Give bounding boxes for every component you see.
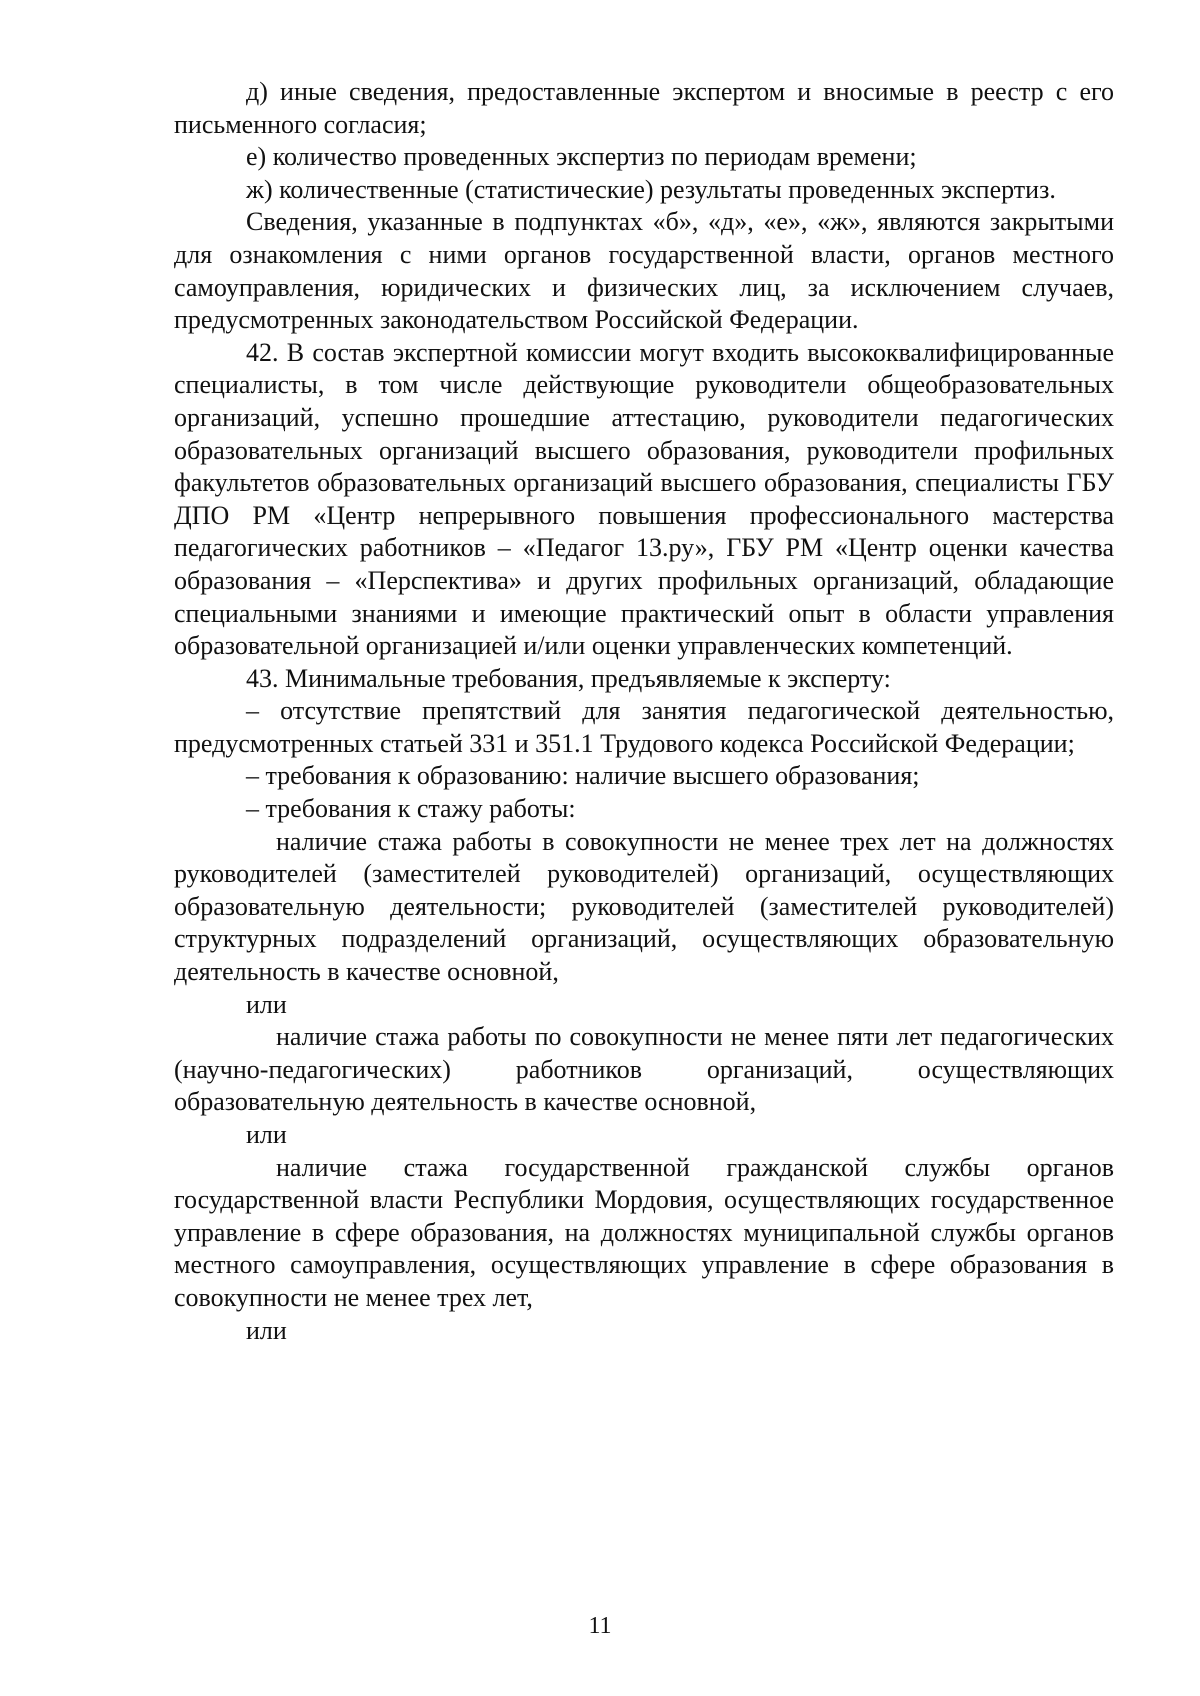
paragraph-req-no-obstacles: – отсутствие препятствий для занятия педагогической деятельностью, предусмотренных статьей 331 и 351.1 Трудового кодекса Российской Федерации; (174, 696, 1114, 758)
paragraph-req-experience: – требования к стажу работы: (246, 794, 576, 824)
paragraph-clause-42: 42. В состав экспертной комиссии могут входить высококвалифицированные специалисты, в том числе действующие руководители общеобразовательных организаций, успешно прошедшие аттестацию, руководители педагогических образовательных организаций высшего образования, руководители профильных факультетов образовательных организаций высшего образования, специалисты ГБУ ДПО РМ «Центр непрерывного повышения профессионального мастерства педагогических работников – «Педагог 13.ру», ГБУ РМ «Центр оценки качества образования – «Перспектива» и других профильных организаций, обладающие специальными знаниями и имеющие практический опыт в области управления образовательной организацией и/или оценки управленческих компетенций. (174, 337, 1114, 661)
paragraph-closed-info: Сведения, указанные в подпунктах «б», «д», «е», «ж», являются закрытыми для ознакомления с ними органов государственной власти, органов местного самоуправления, юридических и физических лиц, за исключением случаев, предусмотренных законодательством Российской Федерации. (174, 207, 1114, 335)
paragraph-item-e: е) количество проведенных экспертиз по периодам времени; (246, 142, 917, 172)
paragraph-or-2: или (246, 1120, 287, 1149)
paragraph-item-d: д) иные сведения, предоставленные экспертом и вносимые в реестр с его письменного согласия; (174, 77, 1114, 139)
document-body (174, 76, 1114, 1347)
paragraph-or-3: или (246, 1315, 287, 1345)
paragraph-exp-option-2: наличие стажа работы по совокупности не менее пяти лет педагогических (научно-педагогических) работников организаций, осуществляющих образовательную деятельность в качестве основной, (174, 1022, 1114, 1117)
paragraph-or-1: или (246, 989, 287, 1019)
paragraph-exp-option-3: наличие стажа государственной гражданской службы органов государственной власти Республики Мордовия, осуществляющих государственное управление в сфере образования, на должностях муниципальной службы органов местного самоуправления, осуществляющих управление в сфере образования в совокупности не менее трех лет, (174, 1152, 1114, 1312)
page-number: 11 (588, 1613, 612, 1639)
paragraph-exp-option-1: наличие стажа работы в совокупности не менее трех лет на должностях руководителей (заместителей руководителей) организаций, осуществляющих образовательную деятельности; руководителей (заместителей руководителей) структурных подразделений организаций, осуществляющих образовательную деятельность в качестве основной, (174, 826, 1114, 987)
paragraph-req-education: – требования к образованию: наличие высшего образования; (246, 761, 920, 791)
paragraph-item-zh: ж) количественные (статистические) результаты проведенных экспертиз. (246, 174, 1056, 204)
paragraph-clause-43: 43. Минимальные требования, предъявляемые к эксперту: (246, 663, 891, 693)
